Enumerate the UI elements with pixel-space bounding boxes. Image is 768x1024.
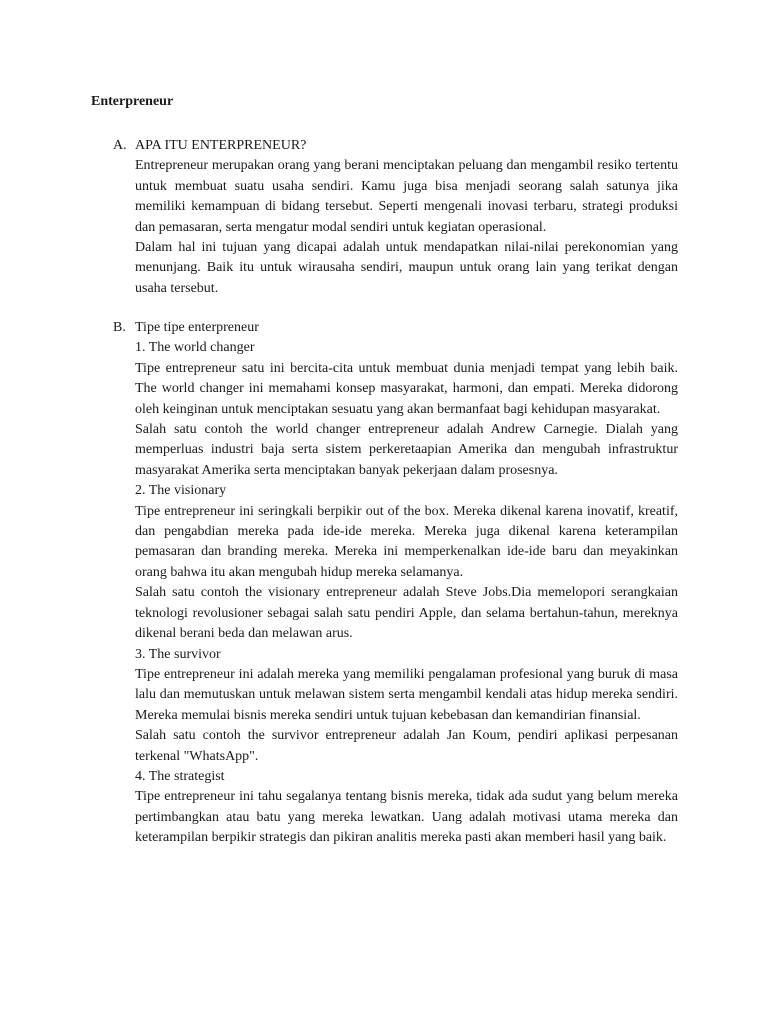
type-3-paragraph-2: Salah satu contoh the survivor entrepreneur adalah Jan Koum, pendiri aplikasi perpesanan terkenal "WhatsApp". bbox=[135, 728, 678, 764]
section-b-heading: Tipe tipe enterpreneur bbox=[135, 320, 259, 335]
section-a bbox=[135, 136, 678, 299]
type-1-paragraph-2: Salah satu contoh the world changer entrepreneur adalah Andrew Carnegie. Dialah yang memperluas industri baja serta sistem perkeretaapian Amerika dan mengubah infrastruktur masyarakat Amerika serta menciptakan banyak pekerjaan dalam prosesnya. bbox=[135, 422, 678, 478]
type-2-paragraph-2: Salah satu contoh the visionary entrepreneur adalah Steve Jobs.Dia memelopori serangkaian teknologi revolusioner sebagai salah satu pendiri Apple, dan selama bertahun-tahun, mereknya dikenal berani beda dan melawan arus. bbox=[135, 585, 678, 642]
type-4-title: 4. The strategist bbox=[135, 768, 225, 784]
section-a-heading: APA ITU ENTERPRENEUR? bbox=[135, 138, 307, 153]
section-a-marker: A. bbox=[113, 138, 127, 153]
section-a-paragraph-1: Entrepreneur merupakan orang yang berani menciptakan peluang dan mengambil resiko tertentu untuk membuat suatu usaha sendiri. Kamu juga bisa menjadi seorang salah satunya jika memiliki kemampuan di bidang tersebut. Seperti mengenali inovasi terbaru, strategi produksi dan pemasaran, serta mengatur modal sendiri untuk kegiatan operasional. bbox=[135, 158, 678, 235]
document-title: Enterpreneur bbox=[91, 94, 174, 109]
type-4-paragraph-1: Tipe entrepreneur ini tahu segalanya tentang bisnis mereka, tidak ada sudut yang belum mereka pertimbangkan atau batu yang mereka lewatkan. Uang adalah motivasi utama mereka dan keterampilan berpikir strategis dan pikiran analitis mereka pasti akan memberi hasil yang baik. bbox=[135, 789, 678, 846]
type-3-title: 3. The survivor bbox=[135, 646, 221, 662]
section-b-marker: B. bbox=[113, 320, 126, 335]
section-a-paragraph-2: Dalam hal ini tujuan yang dicapai adalah untuk mendapatkan nilai-nilai perekonomian yang menunjang. Baik itu untuk wirausaha sendiri, maupun untuk orang lain yang terikat dengan usaha tersebut. bbox=[135, 240, 678, 296]
type-3-paragraph-1: Tipe entrepreneur ini adalah mereka yang memiliki pengalaman profesional yang buruk di masa lalu dan memutuskan untuk melawan sistem serta mengambil kendali atas hidup mereka sendiri. Mereka memulai bisnis mereka sendiri untuk tujuan kebebasan dan kemandirian finansial. bbox=[135, 666, 678, 723]
type-1-title: 1. The world changer bbox=[135, 340, 255, 356]
type-1-paragraph-1: Tipe entrepreneur satu ini bercita-cita untuk membuat dunia menjadi tempat yang lebih baik. The world changer ini memahami konsep masyarakat, harmoni, dan empati. Mereka didorong oleh keinginan untuk menciptakan sesuatu yang akan bermanfaat bagi kehidupan masyarakat. bbox=[135, 360, 678, 417]
type-2-paragraph-1: Tipe entrepreneur ini seringkali berpikir out of the box. Mereka dikenal karena inovatif, kreatif, dan pengabdian mereka pada ide-ide mereka. Mereka juga dikenal karena keterampilan pemasaran dan branding mereka. Mereka ini memperkenalkan ide-ide baru dan meyakinkan orang bahwa itu akan mengubah hidup mereka selamanya. bbox=[135, 503, 678, 580]
section-b bbox=[135, 318, 678, 849]
type-2-title: 2. The visionary bbox=[135, 483, 227, 499]
